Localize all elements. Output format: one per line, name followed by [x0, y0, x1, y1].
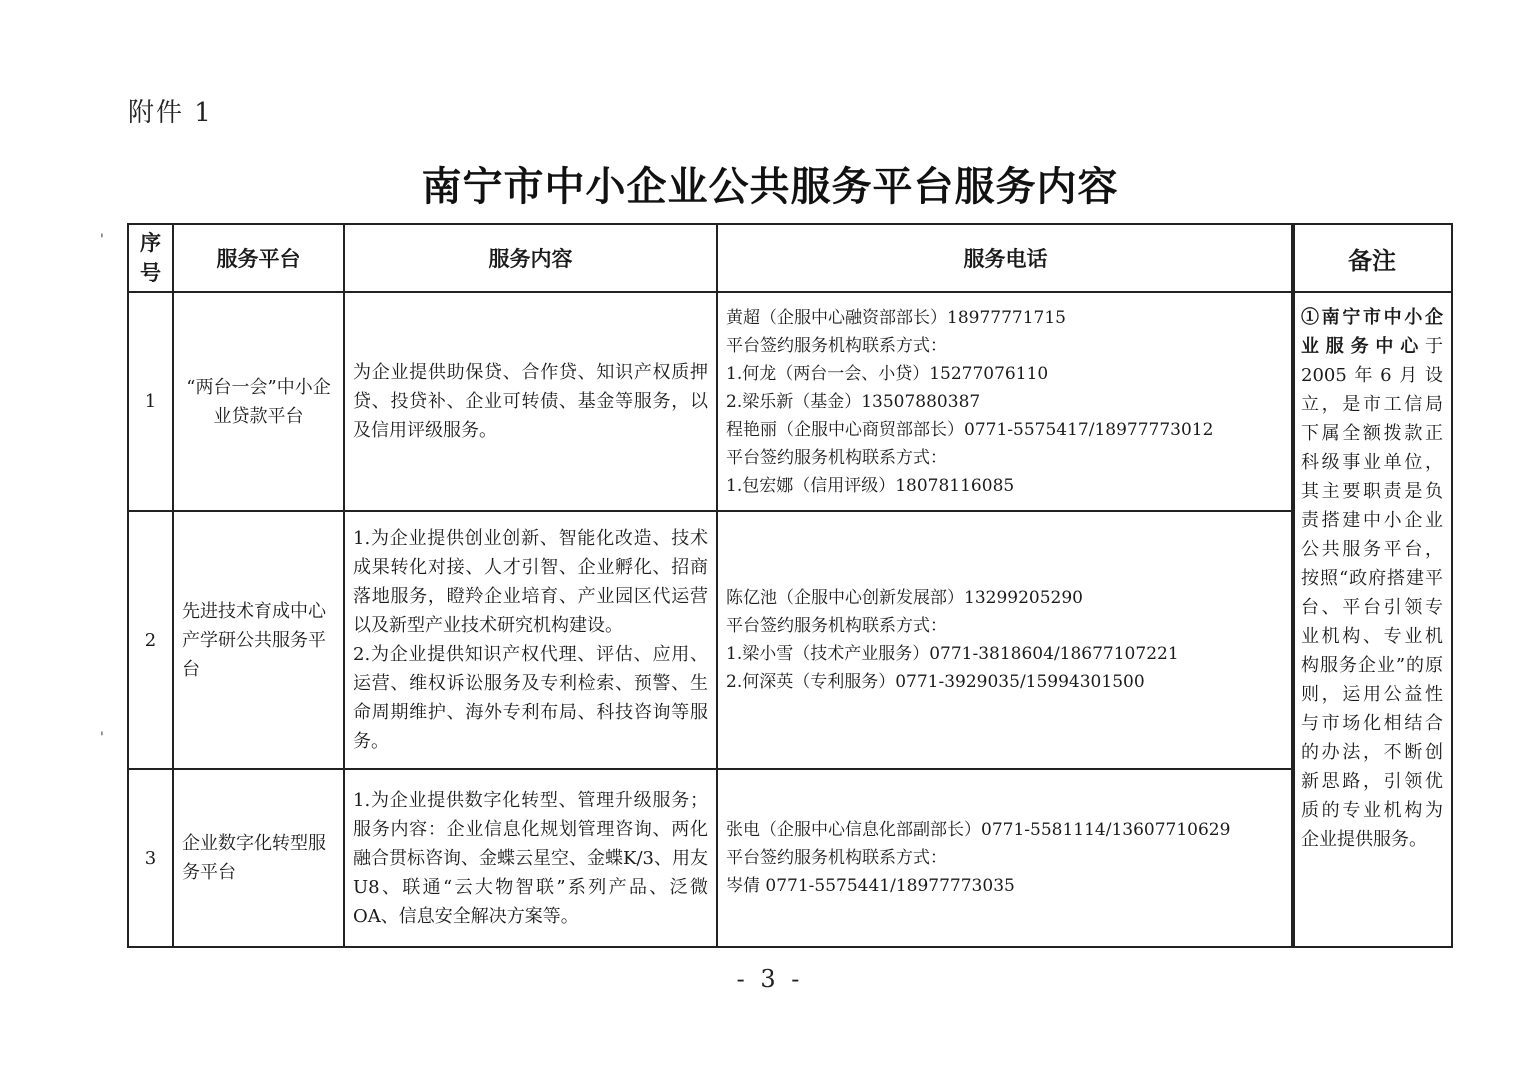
- phone-line: 1.包宏娜（信用评级）18078116085: [726, 475, 1015, 496]
- row-phones: [717, 511, 1294, 769]
- page-title: 南宁市中小企业公共服务平台服务内容: [421, 164, 1119, 210]
- phone-line: 程艳丽（企服中心商贸部部长）0771-5575417/18977773012: [726, 419, 1214, 440]
- header-platform: 服务平台: [173, 224, 344, 292]
- phone-line: 平台签约服务机构联系方式：: [726, 848, 947, 868]
- phone-line: 1.何龙（两台一会、小贷）15277076110: [726, 363, 1049, 384]
- page-number: - 3 -: [736, 965, 804, 993]
- notes-column: [1291, 223, 1453, 948]
- table-row: [128, 769, 1294, 947]
- row-content: [344, 769, 717, 947]
- content-item: 2.为企业提供知识产权代理、评估、应用、运营、维权诉讼服务及专利检索、预警、生命周期维护、海外专利布局、科技咨询等服务。: [353, 644, 708, 752]
- row-phones: [717, 292, 1294, 511]
- header-notes: 备注: [1293, 225, 1451, 293]
- phone-line: 平台签约服务机构联系方式：: [726, 616, 947, 636]
- notes-lead: ①南宁市中小企业服务中心: [1301, 307, 1443, 357]
- content-item: 1.为企业提供创业创新、智能化改造、技术成果转化对接、人才引智、企业孵化、招商落地服务，瞪羚企业培育、产业园区代运营以及新型产业技术研究机构建设。: [353, 528, 708, 636]
- row-content: [344, 511, 717, 769]
- table-header-row: [128, 224, 1294, 292]
- header-seq: 序 号: [128, 224, 173, 292]
- table-row: [128, 292, 1294, 511]
- row-platform: 企业数字化转型服务平台: [173, 769, 344, 947]
- row-seq: 3: [128, 769, 173, 947]
- notes-text: [1293, 293, 1451, 854]
- margin-mark: ': [100, 232, 104, 248]
- header-phone: 服务电话: [717, 224, 1294, 292]
- phone-line: 岑倩 0771-5575441/18977773035: [726, 876, 1015, 896]
- phone-line: 黄超（企服中心融资部部长）18977771715: [726, 307, 1066, 328]
- row-platform: 先进技术育成中心产学研公共服务平台: [173, 511, 344, 769]
- row-platform: “两台一会”中小企业贷款平台: [173, 292, 344, 511]
- row-phones: [717, 769, 1294, 947]
- phone-line: 张电（企服中心信息化部副部长）0771-5581114/13607710629: [726, 820, 1231, 840]
- row-content: 为企业提供助保贷、合作贷、知识产权质押贷、投贷补、企业可转债、基金等服务，以及信用评级服务。: [344, 292, 717, 511]
- margin-mark: ': [100, 730, 104, 746]
- notes-body: 于2005年6月设立，是市工信局下属全额拨款正科级事业单位，其主要职责是负责搭建中小企业公共服务平台，按照“政府搭建平台、平台引领专业机构、专业机构服务企业”的原则，运用公益性与市场化相结合的办法，不断创新思路，引领优质的专业机构为企业提供服务。: [1301, 336, 1443, 850]
- services-table: [127, 223, 1295, 948]
- phone-line: 2.何深英（专利服务）0771-3929035/15994301500: [726, 672, 1145, 692]
- phone-line: 平台签约服务机构联系方式：: [726, 335, 947, 356]
- phone-line: 平台签约服务机构联系方式：: [726, 447, 947, 468]
- table-row: [128, 511, 1294, 769]
- row-seq: 2: [128, 511, 173, 769]
- attachment-label: 附件 1: [128, 98, 213, 128]
- phone-line: 1.梁小雪（技术产业服务）0771-3818604/18677107221: [726, 644, 1179, 664]
- row-seq: 1: [128, 292, 173, 511]
- phone-line: 2.梁乐新（基金）13507880387: [726, 391, 981, 412]
- header-content: 服务内容: [344, 224, 717, 292]
- phone-line: 陈亿池（企服中心创新发展部）13299205290: [726, 588, 1083, 608]
- content-item: 1.为企业提供数字化转型、管理升级服务；服务内容：企业信息化规划管理咨询、两化融合贯标咨询、金蝶云星空、金蝶K/3、用友U8、联通“云大物智联”系列产品、泛微OA、信息安全解决方案等。: [353, 789, 708, 927]
